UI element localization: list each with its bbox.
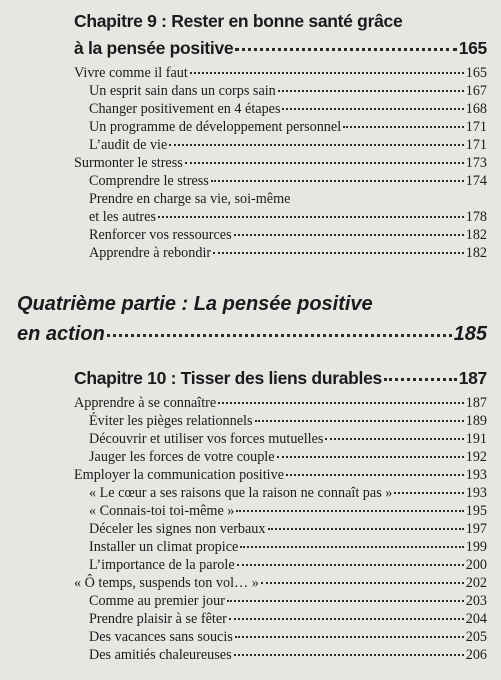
toc-entry[interactable]: Apprendre à se connaître 187 bbox=[74, 395, 487, 411]
toc-entry[interactable]: Jauger les forces de votre couple 192 bbox=[89, 449, 487, 465]
toc-entry[interactable]: Prendre plaisir à se fêter 204 bbox=[89, 611, 487, 627]
chapter-9-page: 165 bbox=[458, 38, 487, 58]
toc-entry[interactable]: L’importance de la parole 200 bbox=[89, 557, 487, 573]
toc-entry[interactable]: Changer positivement en 4 étapes 168 bbox=[89, 101, 487, 117]
chapter-9-title-line1: Chapitre 9 : Rester en bonne santé grâce bbox=[74, 11, 403, 31]
toc-entry[interactable]: « Le cœur a ses raisons que la raison ne connaît pas » 193 bbox=[89, 485, 487, 501]
chapter-10-heading[interactable] bbox=[74, 368, 487, 389]
toc-entry[interactable]: Découvrir et utiliser vos forces mutuelles 191 bbox=[89, 431, 487, 447]
leader-dots bbox=[107, 334, 452, 337]
toc-entry[interactable]: Apprendre à rebondir 182 bbox=[89, 245, 487, 261]
leader-dots bbox=[384, 378, 457, 381]
toc-entry-continued[interactable]: Prendre en charge sa vie, soi-même bbox=[89, 191, 291, 207]
leader-dots bbox=[235, 48, 456, 51]
toc-entry[interactable]: Surmonter le stress 173 bbox=[74, 155, 487, 171]
toc-entry[interactable]: Employer la communication positive 193 bbox=[74, 467, 487, 483]
toc-entry[interactable]: L’audit de vie 171 bbox=[89, 137, 487, 153]
toc-entry[interactable]: « Ô temps, suspends ton vol… » 202 bbox=[74, 575, 487, 591]
toc-entry[interactable]: Déceler les signes non verbaux 197 bbox=[89, 521, 487, 537]
toc-entry[interactable]: « Connais-toi toi-même » 195 bbox=[89, 503, 487, 519]
part-4-title-line1: Quatrième partie : La pensée positive bbox=[17, 293, 373, 315]
toc-entry[interactable]: Des vacances sans soucis 205 bbox=[89, 629, 487, 645]
part-4-title-line2: en action bbox=[17, 323, 105, 345]
toc-entry[interactable]: Installer un climat propice 199 bbox=[89, 539, 487, 555]
toc-entry[interactable]: Comme au premier jour 203 bbox=[89, 593, 487, 609]
toc-entry[interactable]: Comprendre le stress 174 bbox=[89, 173, 487, 189]
chapter-9-title-line2: à la pensée positive bbox=[74, 38, 234, 58]
toc-entry[interactable]: Éviter les pièges relationnels 189 bbox=[89, 413, 487, 429]
chapter-9-heading[interactable] bbox=[74, 38, 487, 59]
chapter-10-title: Chapitre 10 : Tisser des liens durables bbox=[74, 368, 382, 388]
chapter-10-page: 187 bbox=[458, 368, 487, 388]
part-4-page: 185 bbox=[453, 323, 487, 345]
part-4-heading[interactable] bbox=[17, 323, 487, 346]
toc-entry[interactable]: Un programme de développement personnel 171 bbox=[89, 119, 487, 135]
toc-entry[interactable]: Renforcer vos ressources 182 bbox=[89, 227, 487, 243]
toc-entry[interactable]: Des amitiés chaleureuses 206 bbox=[89, 647, 487, 663]
toc-entry[interactable]: Un esprit sain dans un corps sain 167 bbox=[89, 83, 487, 99]
toc-entry[interactable]: et les autres 178 bbox=[89, 209, 487, 225]
toc-entry[interactable]: Vivre comme il faut 165 bbox=[74, 65, 487, 81]
